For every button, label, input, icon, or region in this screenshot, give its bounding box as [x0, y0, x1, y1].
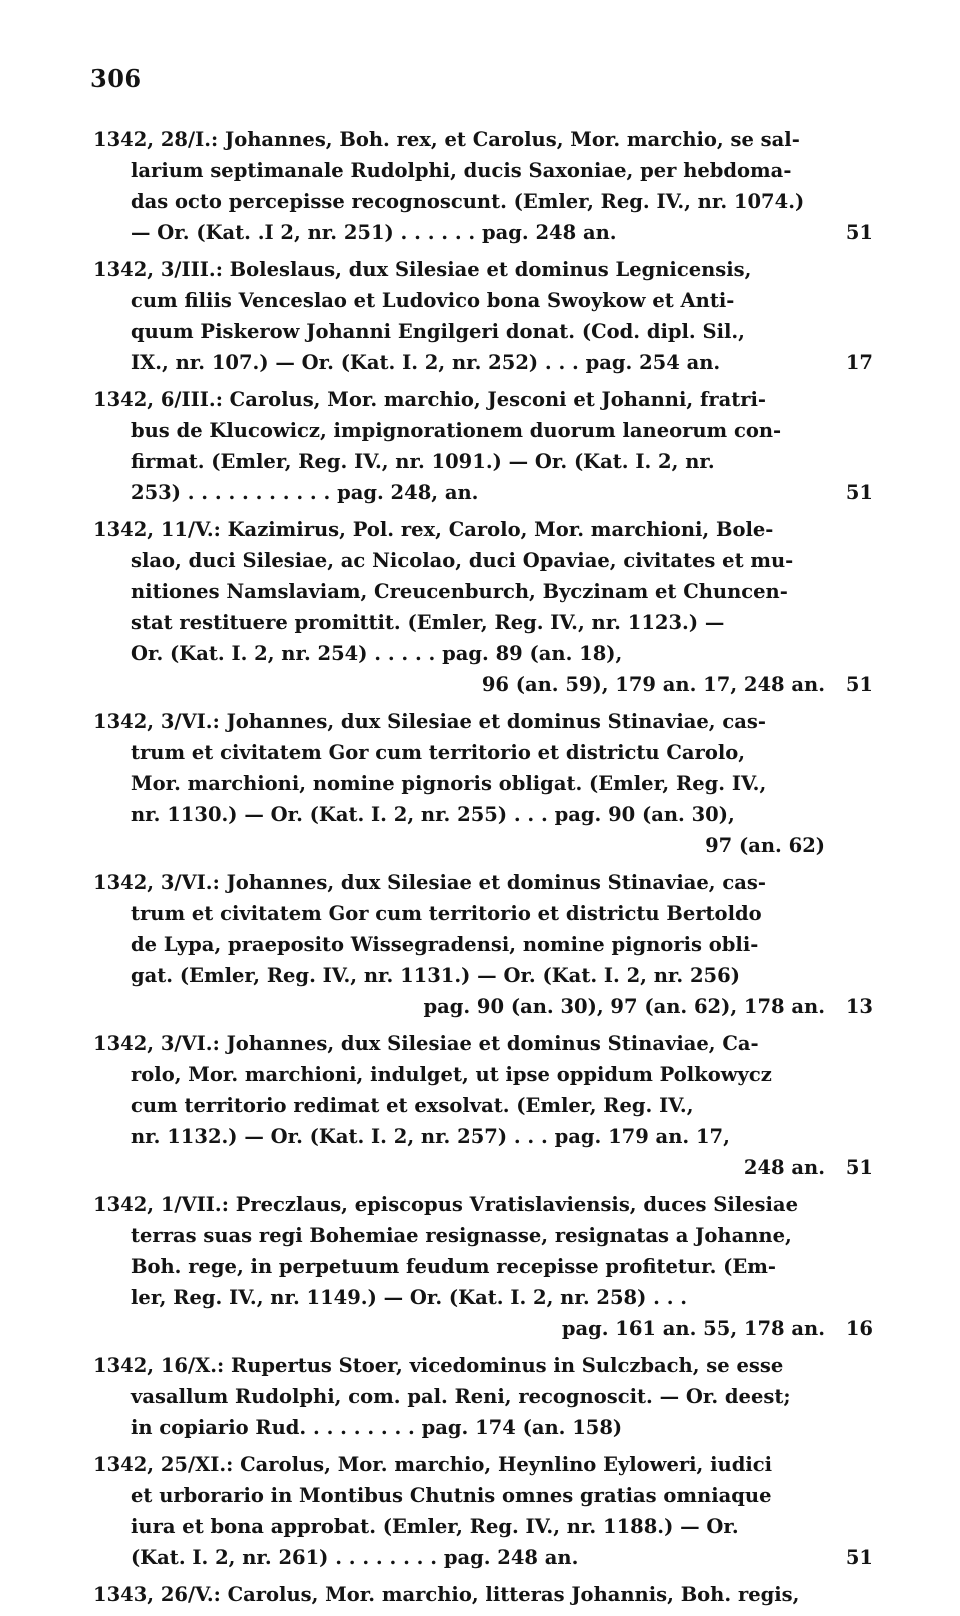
entry-line — [93, 545, 873, 576]
entry-line — [93, 1381, 873, 1412]
annotation-number: 17 — [845, 351, 873, 374]
register-entry — [93, 706, 873, 861]
entry-line — [93, 1220, 873, 1251]
entry-line — [93, 1542, 873, 1573]
entry-line-text: in copiario Rud. . . . . . . . . pag. 174 (an. 158) — [131, 1416, 623, 1439]
entry-line — [93, 1412, 873, 1443]
register-entry — [93, 867, 873, 1022]
annotation-number: 51 — [845, 481, 873, 504]
entry-line — [93, 186, 873, 217]
entry-line — [93, 285, 873, 316]
entry-line-text: rolo, Mor. marchioni, indulget, ut ipse oppidum Polkowycz — [131, 1063, 772, 1086]
entry-line — [93, 929, 873, 960]
entry-line-text: 1342, 28/I.: Johannes, Boh. rex, et Carolus, Mor. marchio, se sal- — [93, 128, 800, 151]
entry-heading-line — [93, 514, 873, 545]
entry-line — [93, 1152, 873, 1183]
entry-line — [93, 1121, 873, 1152]
entry-line-text: bus de Klucowicz, impignorationem duorum laneorum con- — [131, 419, 782, 442]
entry-heading-line — [93, 384, 873, 415]
entry-line-text: nitiones Namslaviam, Creucenburch, Byczinam et Chuncen- — [131, 580, 788, 603]
entry-line — [93, 1251, 873, 1282]
entry-line-text: firmat. (Emler, Reg. IV., nr. 1091.) — Or. (Kat. I. 2, nr. — [131, 450, 715, 473]
entry-heading-line — [93, 1028, 873, 1059]
annotation-number: 51 — [845, 221, 873, 244]
entry-line-text: 1342, 3/VI.: Johannes, dux Silesiae et dominus Stinaviae, cas- — [93, 871, 766, 894]
entry-heading-line — [93, 1350, 873, 1381]
entry-line — [93, 1511, 873, 1542]
entry-line-text: et urborario in Montibus Chutnis omnes gratias omniaque — [131, 1484, 772, 1507]
entry-line-text: 253) . . . . . . . . . . . pag. 248, an. — [131, 481, 479, 504]
entry-line-text: 1342, 11/V.: Kazimirus, Pol. rex, Carolo, Mor. marchioni, Bole- — [93, 518, 774, 541]
entry-line-text: 97 (an. 62) — [705, 834, 825, 857]
register-entry — [93, 1028, 873, 1183]
entry-line-text: iura et bona approbat. (Emler, Reg. IV., nr. 1188.) — Or. — [131, 1515, 739, 1538]
entry-line-text: slao, duci Silesiae, ac Nicolao, duci Opaviae, civitates et mu- — [131, 549, 794, 572]
entry-line-text: 1342, 3/III.: Boleslaus, dux Silesiae et dominus Legnicensis, — [93, 258, 752, 281]
entry-line-text: pag. 161 an. 55, 178 an. — [561, 1317, 825, 1340]
entry-line-text: trum et civitatem Gor cum territorio et districtu Carolo, — [131, 741, 746, 764]
entry-line-text: Mor. marchioni, nomine pignoris obligat. (Emler, Reg. IV., — [131, 772, 767, 795]
entry-line-text: 248 an. — [743, 1156, 825, 1179]
entry-line-text: — Or. (Kat. .I 2, nr. 251) . . . . . . pag. 248 an. — [131, 221, 617, 244]
entry-line-text: Boh. rege, in perpetuum feudum recepisse profitetur. (Em- — [131, 1255, 776, 1278]
entry-line — [93, 638, 873, 669]
entry-line-text: 1342, 1/VII.: Preczlaus, episcopus Vratislaviensis, duces Silesiae — [93, 1193, 798, 1216]
entry-line — [93, 991, 873, 1022]
entry-line — [93, 217, 873, 248]
entry-line-text: nr. 1130.) — Or. (Kat. I. 2, nr. 255) . . . pag. 90 (an. 30), — [131, 803, 735, 826]
entry-line — [93, 446, 873, 477]
entry-line — [93, 316, 873, 347]
entry-line-text: 1342, 25/XI.: Carolus, Mor. marchio, Heynlino Eyloweri, iudici — [93, 1453, 773, 1476]
entry-line-text: pag. 90 (an. 30), 97 (an. 62), 178 an. — [423, 995, 825, 1018]
entry-line-text: Or. (Kat. I. 2, nr. 254) . . . . . pag. 89 (an. 18), — [131, 642, 623, 665]
register-entry — [93, 254, 873, 378]
register-entries — [93, 124, 873, 1616]
annotation-number: 51 — [845, 673, 873, 696]
entry-line-text: vasallum Rudolphi, com. pal. Reni, recognoscit. — Or. deest; — [131, 1385, 791, 1408]
entry-line-text: gat. (Emler, Reg. IV., nr. 1131.) — Or. (Kat. I. 2, nr. 256) — [131, 964, 740, 987]
annotation-number: 51 — [845, 1546, 873, 1569]
entry-line — [93, 898, 873, 929]
entry-heading-line — [93, 867, 873, 898]
entry-line-text: 1343, 26/V.: Carolus, Mor. marchio, litteras Johannis, Boh. regis, — [93, 1583, 800, 1606]
entry-line — [93, 1090, 873, 1121]
entry-heading-line — [93, 1579, 873, 1610]
register-entry — [93, 1350, 873, 1443]
entry-line — [93, 669, 873, 700]
entry-line — [93, 347, 873, 378]
annotation-number: 51 — [845, 1156, 873, 1179]
annotation-number: 16 — [845, 1317, 873, 1340]
entry-line — [93, 960, 873, 991]
entry-line-text: 96 (an. 59), 179 an. 17, 248 an. — [481, 673, 825, 696]
annotation-number: 13 — [845, 995, 873, 1018]
entry-line — [93, 155, 873, 186]
entry-heading-line — [93, 1189, 873, 1220]
entry-heading-line — [93, 1449, 873, 1480]
entry-line — [93, 830, 873, 861]
register-entry — [93, 1189, 873, 1344]
register-entry — [93, 1449, 873, 1573]
entry-line-text: cum filiis Venceslao et Ludovico bona Swoykow et Anti- — [131, 289, 735, 312]
entry-line-text: (Kat. I. 2, nr. 261) . . . . . . . . pag. 248 an. — [131, 1546, 579, 1569]
entry-line-text: terras suas regi Bohemiae resignasse, resignatas a Johanne, — [131, 1224, 792, 1247]
register-entry — [93, 124, 873, 248]
entry-line — [93, 799, 873, 830]
register-entry — [93, 514, 873, 700]
entry-line — [93, 576, 873, 607]
page-number: 306 — [90, 64, 142, 93]
entry-line-text: 1342, 16/X.: Rupertus Stoer, vicedominus in Sulczbach, se esse — [93, 1354, 784, 1377]
entry-line — [93, 1282, 873, 1313]
entry-line — [93, 607, 873, 638]
entry-line-text: stat restituere promittit. (Emler, Reg. IV., nr. 1123.) — — [131, 611, 725, 634]
entry-line-text: larium septimanale Rudolphi, ducis Saxoniae, per hebdoma- — [131, 159, 792, 182]
entry-line-text: 1342, 3/VI.: Johannes, dux Silesiae et dominus Stinaviae, cas- — [93, 710, 766, 733]
entry-line — [93, 1059, 873, 1090]
entry-line — [93, 415, 873, 446]
entry-line — [93, 737, 873, 768]
register-entry — [93, 1579, 873, 1610]
entry-line — [93, 768, 873, 799]
entry-line — [93, 1313, 873, 1344]
entry-line-text: IX., nr. 107.) — Or. (Kat. I. 2, nr. 252) . . . pag. 254 an. — [131, 351, 721, 374]
register-entry — [93, 384, 873, 508]
entry-line-text: ler, Reg. IV., nr. 1149.) — Or. (Kat. I. 2, nr. 258) . . . — [131, 1286, 688, 1309]
entry-heading-line — [93, 254, 873, 285]
entry-heading-line — [93, 706, 873, 737]
entry-line-text: cum territorio redimat et exsolvat. (Emler, Reg. IV., — [131, 1094, 694, 1117]
entry-line-text: 1342, 6/III.: Carolus, Mor. marchio, Jesconi et Johanni, fratri- — [93, 388, 767, 411]
entry-line-text: das octo percepisse recognoscunt. (Emler, Reg. IV., nr. 1074.) — [131, 190, 805, 213]
entry-line-text: de Lypa, praeposito Wissegradensi, nomine pignoris obli- — [131, 933, 759, 956]
entry-line — [93, 1480, 873, 1511]
entry-heading-line — [93, 124, 873, 155]
entry-line-text: quum Piskerow Johanni Engilgeri donat. (Cod. dipl. Sil., — [131, 320, 745, 343]
entry-line-text: trum et civitatem Gor cum territorio et districtu Bertoldo — [131, 902, 762, 925]
entry-line — [93, 477, 873, 508]
entry-line-text: nr. 1132.) — Or. (Kat. I. 2, nr. 257) . . . pag. 179 an. 17, — [131, 1125, 730, 1148]
entry-line-text: 1342, 3/VI.: Johannes, dux Silesiae et dominus Stinaviae, Ca- — [93, 1032, 759, 1055]
